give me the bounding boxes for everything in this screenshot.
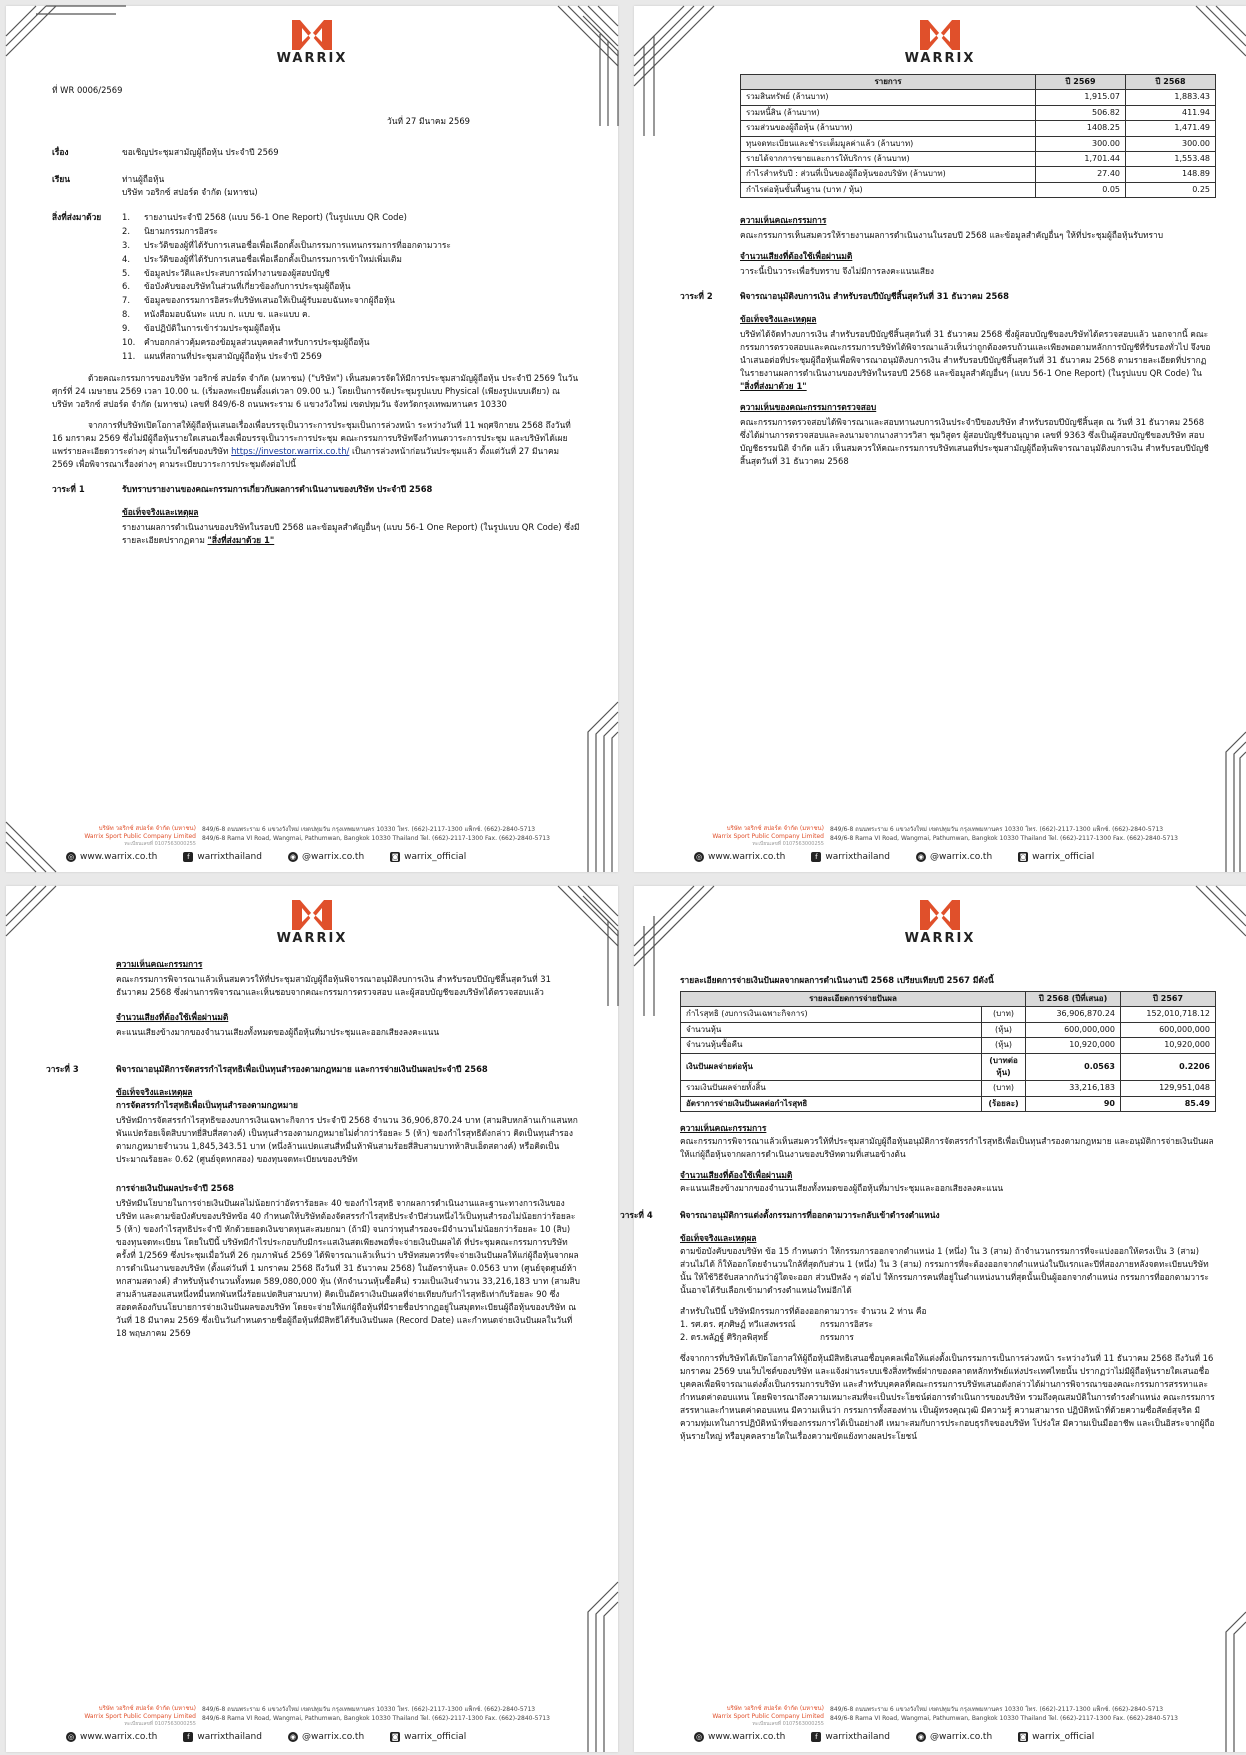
page-4 xyxy=(620,886,1246,1752)
warrix-logo xyxy=(6,20,618,66)
dividend-table-title: รายละเอียดการจ่ายเงินปันผลจากผลการดำเนินงานปี 2568 เปรียบเทียบปี 2567 มีดังนี้ xyxy=(680,975,994,985)
subject-row xyxy=(52,146,580,159)
facebook-icon: f xyxy=(183,852,193,862)
instagram-icon: ◙ xyxy=(1019,1733,1027,1741)
instagram-icon: ◙ xyxy=(391,853,399,861)
line-icon: ◉ xyxy=(289,1733,297,1741)
table-row: กำไรสุทธิ (งบการเงินเฉพาะกิจการ) (บาท) 36,906,870.24 152,010,718.12 xyxy=(681,1007,1216,1022)
page-2-body xyxy=(680,74,1216,474)
enclosures-label: สิ่งที่ส่งมาด้วย xyxy=(52,212,102,223)
facebook-icon: f xyxy=(811,852,821,862)
list-item: 3. ประวัติของผู้ที่ได้รับการเสนอชื่อเพื่อเลือกตั้งเป็นกรรมการแทนกรรมการที่ออกตามวาระ xyxy=(122,239,451,250)
retiring-directors-list xyxy=(680,1318,1216,1344)
warrix-emblem-icon xyxy=(920,900,960,930)
warrix-emblem-icon xyxy=(920,20,960,50)
globe-icon: ◎ xyxy=(67,1733,75,1741)
table-row: รวมสินทรัพย์ (ล้านบาท) 1,915.07 1,883.43 xyxy=(741,90,1216,105)
table-row: รวมหนี้สิน (ล้านบาท) 506.82 411.94 xyxy=(741,105,1216,120)
list-item: 5. ข้อมูลประวัติและประสบการณ์ทำงานของผู้สอบบัญชี xyxy=(122,267,330,278)
list-item: 6. ข้อบังคับของบริษัทในส่วนที่เกี่ยวข้องกับการประชุมผู้ถือหุ้น xyxy=(122,281,351,292)
instagram-link[interactable]: ◙ warrix_official xyxy=(1019,1732,1095,1742)
instagram-link[interactable]: ◙ warrix_official xyxy=(1019,852,1095,862)
table-header: รายการ xyxy=(741,75,1036,90)
line-icon: ◉ xyxy=(289,853,297,861)
facebook-link[interactable]: f warrixthailand xyxy=(811,1732,890,1742)
table-header: ปี 2568 xyxy=(1126,75,1216,90)
social-links xyxy=(694,1732,1216,1742)
subject-label: เรื่อง xyxy=(52,147,69,158)
list-item: 9. ข้อปฏิบัติในการเข้าร่วมประชุมผู้ถือหุ้น xyxy=(122,322,281,333)
list-item: 10. คำบอกกล่าวคุ้มครองข้อมูลส่วนบุคคลสำหรับการประชุมผู้ถือหุ้น xyxy=(122,336,370,347)
enclosure-1-reference: "สิ่งที่ส่งมาด้วย 1" xyxy=(207,534,275,545)
line-icon: ◉ xyxy=(917,853,925,861)
agenda-4-facts: ข้อเท็จจริงและเหตุผล ตามข้อบังคับของบริษัท ข้อ 15 กำหนดว่า ให้กรรมการออกจากตำแหน่ง 1 (หนึ่ง) ใน 3 (สาม) ถ้าจำนวนกรรมการที่จะแบ่งออกให้ตรงเป็น 3 (สาม) ส่วนไม่ได้ ก็ให้ออกโดยจำนวนใกล้ที่สุดกับส่วน 1 (หนึ่ง) ใน 3 (สาม) กรรมการที่จะต้องออกจากตำแหน่งในปีแรกและปีที่สองภายหลังจดทะเบียนบริษัทนั้น ให้ใช้วิธีจับสลากกันว่าผู้ใดจะออก ส่วนปีหลัง ๆ ต่อไป ให้กรรมการคนที่อยู่ในตำแหน่งนานที่สุดนั้นเป็นผู้ออกจากตำแหน่ง กรรมการที่ออกตามวาระนั้นอาจได้รับเลือกเข้ามาดำรงตำแหน่งใหม่อีกได้ สำหรับในปีนี้ บริษัทมีกรรมการที่ต้องออกตามวาระ จำนวน 2 ท่าน คือ 1. รศ.ดร. ศุภศิษฏ์ ทวีแสงพรรณ์ กรรมการอิสระ 2. ดร.พลัฏฐ์ ศิริกุลพิสุทธิ์ กรรมการ ซึ่งจากการที่บริษัทได้เปิดโอกาสให้ผู้ถือหุ้นมีสิทธิเสนอชื่อบุคคลเพื่อให้แต่งตั้งเป็นกรรมการเป็นการล่วงหน้า ระหว่างวันที่ 11 ธันวาคม 2568 ถึงวันที่ 16 มกราคม 2569 บนเว็บไซต์ของบริษัท และแจ้งผ่านระบบเชิงสิ่งทรัพย์ฝากของตลาดหลักทรัพย์แห่งประเทศไทยนั้น ปรากฏว่าไม่มีผู้ถือหุ้นรายใดเสนอชื่อบุคคลเพื่อพิจารณาแต่งตั้งเป็นกรรมการบริษัท และสำหรับบุคคลที่คณะกรรมการบริษัทเสนอดังกล่าวได้ผ่านการพิจารณาของคณะกรรมการสรรหาและกำหนดค่าตอบแทน โดยพิจารณาถึงความเหมาะสมที่จะเป็นประโยชน์ต่อการดำเนินการของบริษัท รวมถึงคุณสมบัติในการดำรงตำแหน่ง คณะกรรมการสรรหาและกำหนดค่าตอบแทน มีความเห็นว่า กรรมการทั้งสองท่าน เป็นผู้ทรงคุณวุฒิ มีความรู้ ความสามารถ ปฏิบัติหน้าที่ด้วยความซื่อสัตย์สุจริต มีความทุ่มเทในการปฏิบัติหน้าที่ของกรรมการได้เป็นอย่างดี เหมาะสมกับการประกอบธุรกิจของบริษัท โปร่งใส มีความเป็นมืออาชีพ และเป็นอิสระจากผู้ถือหุ้นรายใหญ่ หรือบุคคลรายใดในเรื่องความขัดแย้งทางผลประโยชน์ xyxy=(680,1233,1215,1442)
list-item: 7. ข้อมูลของกรรมการอิสระที่บริษัทเสนอให้เป็นผู้รับมอบฉันทะจากผู้ถือหุ้น xyxy=(122,295,395,306)
website-link[interactable]: ◎ www.warrix.co.th xyxy=(695,1732,786,1742)
instagram-icon: ◙ xyxy=(391,1733,399,1741)
website-link[interactable]: ◎ www.warrix.co.th xyxy=(695,852,786,862)
table-row: อัตราการจ่ายเงินปันผลต่อกำไรสุทธิ (ร้อยละ) 90 85.49 xyxy=(681,1096,1216,1111)
list-item: 2. นิยามกรรมการอิสระ xyxy=(122,225,218,236)
invitation-paragraph: ด้วยคณะกรรมการของบริษัท วอริกซ์ สปอร์ต จำกัด (มหาชน) ("บริษัท") เห็นสมควรจัดให้มีการประชุมสามัญผู้ถือหุ้น ประจำปี 2569 ในวันศุกร์ที่ 24 เมษายน 2569 เวลา 10.00 น. (เริ่มลงทะเบียนตั้งแต่เวลา 09.00 น.) โดยเป็นการจัดประชุมรูปแบบ Physical (เพียงรูปแบบเดียว) ณ บริษัท วอริกซ์ สปอร์ต จำกัด (มหาชน) เลขที่ 849/6-8 ถนนพระราม 6 แขวงวังใหม่ เขตปทุมวัน จังหวัดกรุงเทพมหานคร 10330 xyxy=(52,372,579,409)
facebook-link[interactable]: f warrixthailand xyxy=(183,852,262,862)
agenda-3-heading: วาระที่ 3 พิจารณาอนุมัติการจัดสรรกำไรสุทธิเพื่อเป็นทุนสำรองตามกฎหมาย และการจ่ายเงินปันผลประจำปี 2568 xyxy=(46,1064,488,1075)
page-footer: บริษัท วอริกซ์ สปอร์ต จำกัด (มหาชน) Warrix Sport Public Company Limited ทะเบียนเลขที่ 0107563000255 849/6-8 ถนนพระราม 6 แขวงวังใหม่ เขตปทุมวัน กรุงเทพมหานคร 10330 โทร. (662)-2117-1300 แฟ็กซ์. (662)-2840-5713 849/6-8 Rama VI Road, Wangmai, Pathumwan, Bangkok 10330 Thailand Tel. (662)-2117-1300 Fax. (662)-2840-5713 ◎ www.warrix.co.th f warrixthailand ◉ @warrix.co.th ◙ warrix_official xyxy=(674,825,1216,862)
table-header: ปี 2568 (ปีที่เสนอ) xyxy=(1026,992,1121,1007)
list-item: 4. ประวัติของผู้ที่ได้รับการเสนอชื่อเพื่อเลือกตั้งเป็นกรรมการเข้าใหม่เพิ่มเติม xyxy=(122,253,402,264)
table-header: รายละเอียดการจ่ายปันผล xyxy=(681,992,1026,1007)
table-row: รวมส่วนของผู้ถือหุ้น (ล้านบาท) 1408.25 1,471.49 xyxy=(741,121,1216,136)
table-row: เงินปันผลจ่ายต่อหุ้น (บาทต่อหุ้น) 0.0563 0.2206 xyxy=(681,1053,1216,1081)
table-header: ปี 2567 xyxy=(1121,992,1216,1007)
table-row: จำนวนหุ้นซื้อคืน (หุ้น) 10,920,000 10,920,000 xyxy=(681,1038,1216,1053)
agenda-1-heading: วาระที่ 1 รับทราบรายงานของคณะกรรมการเกี่ยวกับผลการดำเนินงานของบริษัท ประจำปี 2568 xyxy=(52,483,433,494)
warrix-logo: WARRIX xyxy=(6,900,618,946)
social-links xyxy=(66,852,588,862)
line-link[interactable]: ◉ @warrix.co.th xyxy=(289,852,365,862)
website-link[interactable]: ◎ www.warrix.co.th xyxy=(67,852,158,862)
globe-icon: ◎ xyxy=(695,1733,703,1741)
facebook-link[interactable]: f warrixthailand xyxy=(183,1732,262,1742)
page-2 xyxy=(634,6,1246,872)
enclosures-list xyxy=(122,211,451,363)
warrix-logo: WARRIX xyxy=(634,900,1246,946)
addressee-row xyxy=(52,173,580,199)
line-link[interactable]: ◉ @warrix.co.th xyxy=(917,852,993,862)
social-links xyxy=(66,1732,588,1742)
agenda-4-heading: วาระที่ 4 พิจารณาอนุมัติการแต่งตั้งกรรมการที่ออกตามวาระกลับเข้าดำรงตำแหน่ง xyxy=(620,1210,940,1221)
page-footer: บริษัท วอริกซ์ สปอร์ต จำกัด (มหาชน) Warrix Sport Public Company Limited ทะเบียนเลขที่ 0107563000255 849/6-8 ถนนพระราม 6 แขวงวังใหม่ เขตปทุมวัน กรุงเทพมหานคร 10330 โทร. (662)-2117-1300 แฟ็กซ์. (662)-2840-5713 849/6-8 Rama VI Road, Wangmai, Pathumwan, Bangkok 10330 Thailand Tel. (662)-2117-1300 Fax. (662)-2840-5713 ◎ www.warrix.co.th f warrixthailand ◉ @warrix.co.th ◙ warrix_official xyxy=(46,1705,588,1742)
page-3 xyxy=(6,886,618,1752)
list-item: 1. รศ.ดร. ศุภศิษฏ์ ทวีแสงพรรณ์ กรรมการอิสระ xyxy=(680,1319,873,1330)
social-links xyxy=(694,852,1216,862)
table-row: กำไรสำหรับปี : ส่วนที่เป็นของผู้ถือหุ้นของบริษัท (ล้านบาท) 27.40 148.89 xyxy=(741,167,1216,182)
table-row: รวมเงินปันผลจ่ายทั้งสิ้น (บาท) 33,216,183 129,951,048 xyxy=(681,1081,1216,1096)
agenda-2-opinion: ความเห็นคณะกรรมการ คณะกรรมการพิจารณาแล้วเห็นสมควรให้ที่ประชุมสามัญผู้ถือหุ้นพิจารณาอนุมัติงบการเงิน สำหรับรอบปีบัญชีสิ้นสุดวันที่ 31 ธันวาคม 2568 ซึ่งผ่านการพิจารณาและเห็นชอบจากคณะกรรมการตรวจสอบ และผู้สอบบัญชีของบริษัทได้ตรวจสอบแล้ว จำนวนเสียงที่ต้องใช้เพื่อผ่านมติ คะแนนเสียงข้างมากของจำนวนเสียงทั้งหมดของผู้ถือหุ้นที่มาประชุมและออกเสียงลงคะแนน xyxy=(116,959,551,1038)
page-3-body xyxy=(46,958,580,1346)
enclosures-row xyxy=(52,211,580,363)
page-4-body: รายละเอียดการจ่ายเงินปันผลจากผลการดำเนินงานปี 2568 เปรียบเทียบปี 2567 มีดังนี้ รายละเอียดการจ่ายปันผล ปี 2568 (ปีที่เสนอ) ปี 2567 กำไรสุทธิ (งบการเงินเฉพาะกิจการ) (บาท) 36,906,870.24 152,010,718.12 จำนวนหุ้น (หุ้น) 600,000,000 600,000,000 จำนวนหุ้นซื้อคืน (หุ้น) 10,920,000 10,920,000 เงินปันผลจ่ายต่อหุ้น (บาทต่อหุ้น) 0.0563 0.2206 รวมเงินปันผลจ่ายทั้งสิ้น (บาท) 33,216,183 129,951,048 อัตราการจ่ายเงินปันผลต่อกำไรสุทธิ (ร้อยละ) 90 85.49 ความเห็นคณะกรรมการ คณะกรรมการพิจารณาแล้วเห็นสมควรให้ที่ประชุมสามัญผู้ถือหุ้นอนุมัติการจัดสรรกำไรสุทธิเพื่อเป็นทุนสำรองตามกฎหมาย และอนุมัติการจ่ายเงินปันผลให้แก่ผู้ถือหุ้นจากผลการดำเนินงานของบริษัทตามที่เสนอข้างต้น จำนวนเสียงที่ต้องใช้เพื่อผ่านมติ คะแนนเสียงข้างมากของจำนวนเสียงทั้งหมดของผู้ถือหุ้นที่มาประชุมและออกเสียงลงคะแนน วาระที่ 4 พิจารณาอนุมัติการแต่งตั้งกรรมการที่ออกตามวาระกลับเข้าดำรงตำแหน่ง ข้อเท็จจริงและเหตุผล ตามข้อบังคับของบริษัท ข้อ 15 กำหนดว่า ให้กรรมการออกจากตำแหน่ง 1 (หนึ่ง) ใน 3 (สาม) ถ้าจำนวนกรรมการที่จะแบ่งออกให้ตรงเป็น 3 (สาม) ส่วนไม่ได้ ก็ให้ออกโดยจำนวนใกล้ที่สุดกับส่วน 1 (หนึ่ง) ใน 3 (สาม) กรรมการที่จะต้องออกจากตำแหน่งในปีแรกและปีที่สองภายหลังจดทะเบียนบริษัทนั้น ให้ใช้วิธีจับสลากกันว่าผู้ใดจะออก ส่วนปีหลัง ๆ ต่อไป ให้กรรมการคนที่อยู่ในตำแหน่งนานที่สุดนั้นเป็นผู้ออกจากตำแหน่ง กรรมการที่ออกตามวาระนั้นอาจได้รับเลือกเข้ามาดำรงตำแหน่งใหม่อีกได้ สำหรับในปีนี้ บริษัทมีกรรมการที่ต้องออกตามวาระ จำนวน 2 ท่าน คือ 1. รศ.ดร. ศุภศิษฏ์ ทวีแสงพรรณ์ กรรมการอิสระ 2. ดร.พลัฏฐ์ ศิริกุลพิสุทธิ์ กรรมการ ซึ่งจากการที่บริษัทได้เปิดโอกาสให้ผู้ถือหุ้นมีสิทธิเสนอชื่อบุคคลเพื่อให้แต่งตั้งเป็นกรรมการเป็นการล่วงหน้า ระหว่างวันที่ 11 ธันวาคม 2568 ถึงวันที่ 16 มกราคม 2569 บนเว็บไซต์ของบริษัท และแจ้งผ่านระบบเชิงสิ่งทรัพย์ฝากของตลาดหลักทรัพย์แห่งประเทศไทยนั้น ปรากฏว่าไม่มีผู้ถือหุ้นรายใดเสนอชื่อบุคคลเพื่อพิจารณาแต่งตั้งเป็นกรรมการบริษัท และสำหรับบุคคลที่คณะกรรมการบริษัทเสนอดังกล่าวได้ผ่านการพิจารณาของคณะกรรมการสรรหาและกำหนดค่าตอบแทน โดยพิจารณาถึงความเหมาะสมที่จะเป็นประโยชน์ต่อการดำเนินการของบริษัท รวมถึงคุณสมบัติในการดำรงตำแหน่ง คณะกรรมการสรรหาและกำหนดค่าตอบแทน มีความเห็นว่า กรรมการทั้งสองท่าน เป็นผู้ทรงคุณวุฒิ มีความรู้ ความสามารถ ปฏิบัติหน้าที่ด้วยความซื่อสัตย์สุจริต มีความทุ่มเทในการปฏิบัติหน้าที่ของกรรมการได้เป็นอย่างดี เหมาะสมกับการประกอบธุรกิจของบริษัท โปร่งใส มีความเป็นมืออาชีพ และเป็นอิสระจากผู้ถือหุ้นรายใหญ่ หรือบุคคลรายใดในเรื่องความขัดแย้งทางผลประโยชน์ xyxy=(680,974,1216,1451)
facebook-icon: f xyxy=(183,1732,193,1742)
agenda-2-heading: วาระที่ 2 พิจารณาอนุมัติงบการเงิน สำหรับรอบปีบัญชีสิ้นสุดวันที่ 31 ธันวาคม 2568 xyxy=(680,291,1009,302)
page-footer: บริษัท วอริกซ์ สปอร์ต จำกัด (มหาชน) Warrix Sport Public Company Limited ทะเบียนเลขที่ 0107563000255 849/6-8 ถนนพระราม 6 แขวงวังใหม่ เขตปทุมวัน กรุงเทพมหานคร 10330 โทร. (662)-2117-1300 แฟ็กซ์. (662)-2840-5713 849/6-8 Rama VI Road, Wangmai, Pathumwan, Bangkok 10330 Thailand Tel. (662)-2117-1300 Fax. (662)-2840-5713 ◎ www.warrix.co.th f warrixthailand ◉ @warrix.co.th ◙ warrix_official xyxy=(46,825,588,862)
reference-number: ที่ WR 0006/2569 xyxy=(52,85,123,95)
instagram-link[interactable]: ◙ warrix_official xyxy=(391,852,467,862)
line-link[interactable]: ◉ @warrix.co.th xyxy=(289,1732,365,1742)
globe-icon: ◎ xyxy=(67,853,75,861)
to-label: เรียน xyxy=(52,174,70,185)
letter-date: วันที่ 27 มีนาคม 2569 xyxy=(387,116,470,127)
agenda-1-opinion: ความเห็นคณะกรรมการ คณะกรรมการเห็นสมควรให้รายงานผลการดำเนินงานในรอบปี 2568 และข้อมูลสำคัญอื่นๆ ให้ที่ประชุมผู้ถือหุ้นรับทราบ จำนวนเสียงที่ต้องใช้เพื่อผ่านมติ วาระนี้เป็นวาระเพื่อรับทราบ จึงไม่มีการลงคะแนนเสียง xyxy=(740,215,1164,277)
agenda-3-facts: ข้อเท็จจริงและเหตุผล การจัดสรรกำไรสุทธิเพื่อเป็นทุนสำรองตามกฎหมาย บริษัทมีการจัดสรรกำไรสุทธิของงบการเงินเฉพาะกิจการ ประจำปี 2568 จำนวน 36,906,870.24 บาท (สามสิบหกล้านเก้าแสนหกพันแปดร้อยเจ็ดสิบบาทยี่สิบสี่สตางค์) เป็นทุนสำรองตามกฎหมายไม่ต่ำกว่าร้อยละ 5 (ห้า) ของกำไรสุทธิดังกล่าว คิดเป็นทุนสำรองตามกฎหมายจำนวน 1,845,343.51 บาท (หนึ่งล้านแปดแสนสี่หมื่นห้าพันสามร้อยสี่สิบสามบาทห้าสิบเอ็ดสตางค์) หรือคิดเป็นประมาณร้อยละ 0.62 (ศูนย์จุดหกสอง) ของทุนจดทะเบียนของบริษัท การจ่ายเงินปันผลประจำปี 2568 บริษัทมีนโยบายในการจ่ายเงินปันผลไม่น้อยกว่าอัตราร้อยละ 40 ของกำไรสุทธิ จากผลการดำเนินงานและฐานะทางการเงินของบริษัท และตามข้อบังคับของบริษัทข้อ 40 กำหนดให้บริษัทต้องจัดสรรกำไรสุทธิประจำปีส่วนหนึ่งไว้เป็นทุนสำรองไม่น้อยกว่าร้อยละ 5 (ห้า) ของกำไรสุทธิประจำปี หักด้วยยอดเงินขาดทุนสะสมยกมา (ถ้ามี) จนกว่าทุนสำรองจะมีจำนวนไม่น้อยกว่าร้อยละ 10 (สิบ) ของทุนจดทะเบียน โดยในปีนี้ บริษัทมีกำไรประกอบกับมีกระแสเงินสดเพียงพอที่จะจ่ายเงินปันผลได้ ที่ประชุมคณะกรรมการบริษัท ครั้งที่ 1/2569 ซึ่งประชุมเมื่อวันที่ 26 กุมภาพันธ์ 2569 ได้พิจารณาแล้วเห็นว่า บริษัทสมควรที่จะจ่ายเงินปันผลให้แก่ผู้ถือหุ้นจากผลการดำเนินงานของบริษัท (ตั้งแต่วันที่ 1 มกราคม 2568 ถึงวันที่ 31 ธันวาคม 2568) ในอัตราหุ้นละ 0.0563 บาท (ศูนย์จุดศูนย์ห้าหกสามสตางค์) สำหรับหุ้นจำนวนทั้งหมด 589,080,000 หุ้น (หักจำนวนหุ้นซื้อคืน) รวมเป็นเงินจำนวน 33,216,183 บาท (สามสิบสามล้านสองแสนหนึ่งหมื่นหกพันหนึ่งร้อยแปดสิบสามบาท) คิดเป็นอัตราเงินปันผลที่จ่ายเทียบกับกำไรสุทธิเท่ากับร้อยละ 90 ซึ่งสอดคล้องกับนโยบายการจ่ายเงินปันผลของบริษัท โดยจะจ่ายให้แก่ผู้ถือหุ้นที่มีรายชื่อปรากฏอยู่ในสมุดทะเบียนผู้ถือหุ้นของบริษัท ณ วันที่ 18 มีนาคม 2569 ซึ่งเป็นวันกำหนดรายชื่อผู้ถือหุ้นที่มีสิทธิได้รับเงินปันผล (Record Date) และกำหนดจ่ายเงินปันผลในวันที่ 18 พฤษภาคม 2569 xyxy=(116,1087,580,1339)
page-1 xyxy=(6,6,618,872)
globe-icon: ◎ xyxy=(695,853,703,861)
to-text: ท่านผู้ถือหุ้น xyxy=(122,174,165,185)
agenda-2-facts: ข้อเท็จจริงและเหตุผล บริษัทได้จัดทำงบการเงิน สำหรับรอบปีบัญชีสิ้นสุดวันที่ 31 ธันวาคม 2568 ซึ่งผู้สอบบัญชีของบริษัทได้ตรวจสอบแล้ว นอกจากนี้ คณะกรรมการตรวจสอบและคณะกรรมการบริษัทได้พิจารณาแล้วเห็นว่าถูกต้องครบถ้วนและเพียงพอตามหลักการบัญชีที่รับรองทั่วไป จึงขอนำเสนอต่อที่ประชุมผู้ถือหุ้นเพื่อพิจารณาอนุมัติงบการเงิน สำหรับรอบปีบัญชีสิ้นสุดวันที่ 31 ธันวาคม 2568 ตามรายละเอียดที่ปรากฏในรายงานผลการดำเนินงานของบริษัทในรอบปี 2568 และข้อมูลสำคัญอื่นๆ (แบบ 56-1 One Report) (ในรูปแบบ QR Code) ใน "สิ่งที่ส่งมาด้วย 1" ความเห็นของคณะกรรมการตรวจสอบ คณะกรรมการตรวจสอบได้พิจารณาและสอบทานงบการเงินประจำปีของบริษัท สำหรับรอบปีบัญชีสิ้นสุด ณ วันที่ 31 ธันวาคม 2568 ซึ่งได้ผ่านการตรวจสอบและลงนามจากนางสาวรวิสา ชุมวิสูตร ผู้สอบบัญชีรับอนุญาต เลขที่ 9363 ซึ่งเป็นผู้สอบบัญชีของบริษัท สอบบัญชีธรรมนิติ จำกัด แล้ว เห็นสมควรให้คณะกรรมการบริษัทเสนอที่ประชุมสามัญผู้ถือหุ้นพิจารณาอนุมัติงบการเงิน สำหรับรอบปีบัญชีสิ้นสุดวันที่ 31 ธันวาคม 2568 xyxy=(740,314,1211,467)
letter-body xyxy=(52,84,580,553)
facebook-icon: f xyxy=(811,1732,821,1742)
table-row: จำนวนหุ้น (หุ้น) 600,000,000 600,000,000 xyxy=(681,1022,1216,1037)
financial-summary-table xyxy=(740,74,1216,198)
dividend-comparison-table xyxy=(680,991,1216,1112)
subject-text: ขอเชิญประชุมสามัญผู้ถือหุ้น ประจำปี 2569 xyxy=(122,147,279,158)
instagram-link[interactable]: ◙ warrix_official xyxy=(391,1732,467,1742)
agenda-1-facts: ข้อเท็จจริงและเหตุผล รายงานผลการดำเนินงานของบริษัทในรอบปี 2568 และข้อมูลสำคัญอื่นๆ (แบบ 56-1 One Report) (ในรูปแบบ QR Code) ซึ่งมีรายละเอียดปรากฏตาม "สิ่งที่ส่งมาด้วย 1" xyxy=(122,506,580,545)
table-header: ปี 2569 xyxy=(1036,75,1126,90)
page-footer: บริษัท วอริกซ์ สปอร์ต จำกัด (มหาชน) Warrix Sport Public Company Limited ทะเบียนเลขที่ 0107563000255 849/6-8 ถนนพระราม 6 แขวงวังใหม่ เขตปทุมวัน กรุงเทพมหานคร 10330 โทร. (662)-2117-1300 แฟ็กซ์. (662)-2840-5713 849/6-8 Rama VI Road, Wangmai, Pathumwan, Bangkok 10330 Thailand Tel. (662)-2117-1300 Fax. (662)-2840-5713 ◎ www.warrix.co.th f warrixthailand ◉ @warrix.co.th ◙ warrix_official xyxy=(674,1705,1216,1742)
warrix-emblem-icon xyxy=(292,900,332,930)
table-row: กำไรต่อหุ้นขั้นพื้นฐาน (บาท / หุ้น) 0.05 0.25 xyxy=(741,182,1216,197)
warrix-emblem-icon xyxy=(292,20,332,50)
website-link[interactable]: ◎ www.warrix.co.th xyxy=(67,1732,158,1742)
to-company: บริษัท วอริกซ์ สปอร์ต จำกัด (มหาชน) xyxy=(122,187,258,198)
list-item: 2. ดร.พลัฏฐ์ ศิริกุลพิสุทธิ์ กรรมการ xyxy=(680,1332,854,1343)
list-item: 8. หนังสือมอบฉันทะ แบบ ก. แบบ ข. และแบบ ค. xyxy=(122,309,311,320)
logo-text: WARRIX xyxy=(276,51,348,66)
facebook-link[interactable]: f warrixthailand xyxy=(811,852,890,862)
line-link[interactable]: ◉ @warrix.co.th xyxy=(917,1732,993,1742)
line-icon: ◉ xyxy=(917,1733,925,1741)
table-row: รายได้จากการขายและการให้บริการ (ล้านบาท) 1,701.44 1,553.48 xyxy=(741,151,1216,166)
investor-website-link[interactable]: https://investor.warrix.co.th/ xyxy=(231,445,350,456)
instagram-icon: ◙ xyxy=(1019,853,1027,861)
warrix-logo: WARRIX xyxy=(634,20,1246,66)
table-row: ทุนจดทะเบียนและชำระเต็มมูลค่าแล้ว (ล้านบาท) 300.00 300.00 xyxy=(741,136,1216,151)
list-item: 1. รายงานประจำปี 2568 (แบบ 56-1 One Report) (ในรูปแบบ QR Code) xyxy=(122,212,407,223)
agenda-proposal-paragraph: จากการที่บริษัทเปิดโอกาสให้ผู้ถือหุ้นเสนอเรื่องเพื่อบรรจุเป็นวาระการประชุมเป็นการล่วงหน้า ระหว่างวันที่ 11 พฤศจิกายน 2568 ถึงวันที่ 16 มกราคม 2569 ซึ่งไม่มีผู้ถือหุ้นรายใดเสนอเรื่องเพื่อบรรจุเป็นวาระการประชุม คณะกรรมการบริษัทจึงกำหนดวาระการประชุม และบริษัทได้เผยแพร่รายละเอียดวาระต่างๆ ผ่านเว็บไซต์ของบริษัท https://investor.warrix.co.th/ เป็นการล่วงหน้าก่อนวันประชุมแล้ว ตั้งแต่วันที่ 27 มีนาคม 2569 เพื่อพิจารณาเรื่องต่างๆ ตามระเบียบวาระการประชุมดังต่อไปนี้ xyxy=(52,419,571,469)
list-item: 11. แผนที่สถานที่ประชุมสามัญผู้ถือหุ้น ประจำปี 2569 xyxy=(122,350,322,361)
